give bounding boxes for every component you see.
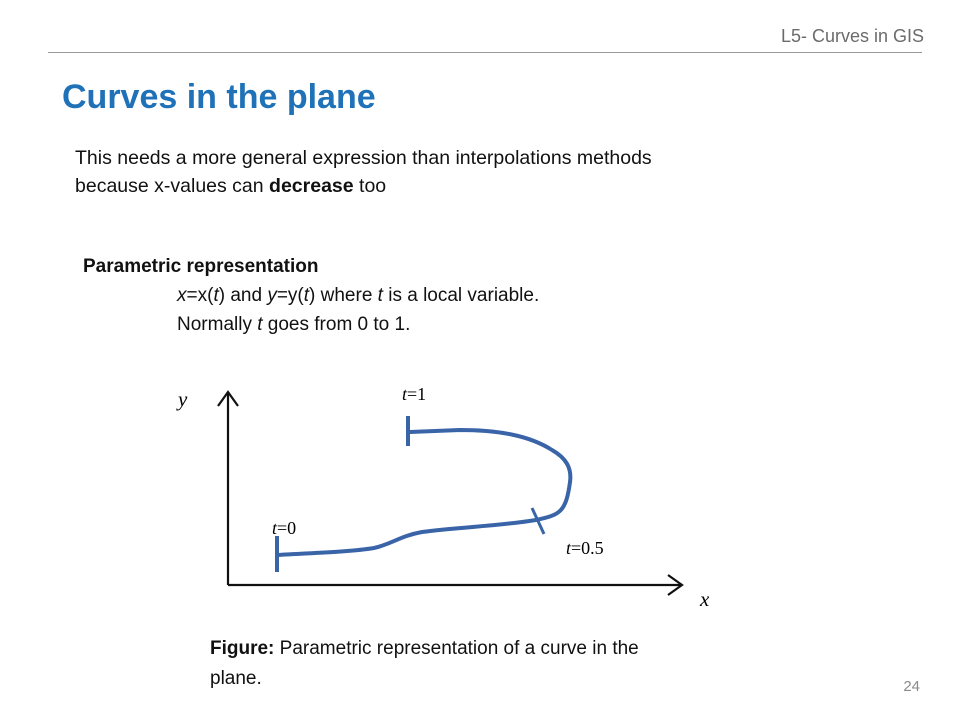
intro-text bbox=[75, 144, 675, 200]
param-line-1 bbox=[177, 285, 539, 307]
var-t: t bbox=[257, 314, 263, 335]
var-t: t bbox=[303, 285, 310, 306]
parametric-curve-figure bbox=[160, 370, 730, 620]
axes bbox=[218, 392, 682, 595]
y-axis-label: y bbox=[178, 387, 188, 411]
label-t0: t=0 bbox=[272, 518, 297, 538]
header-divider bbox=[48, 52, 922, 53]
section-title: L5- Curves in GIS bbox=[780, 26, 924, 46]
var-t: t bbox=[213, 285, 219, 306]
var-x: x bbox=[177, 285, 187, 306]
label-t1: t=1 bbox=[402, 384, 427, 404]
param-line-2 bbox=[177, 314, 410, 336]
eq2-text: =y( bbox=[276, 285, 304, 306]
x-axis-label: x bbox=[700, 587, 710, 611]
figure-caption bbox=[210, 634, 650, 694]
parametric-curve bbox=[278, 430, 570, 555]
caption-text: Parametric representation of a curve in the plane. bbox=[210, 638, 639, 689]
mid-text: ) and bbox=[218, 285, 268, 306]
tail-text: is a local variable. bbox=[382, 285, 540, 306]
intro-part1: This needs a more general expression than interpolations methods because x-values can bbox=[75, 147, 652, 197]
intro-part2: too bbox=[353, 175, 387, 197]
range-text: goes from 0 to 1. bbox=[262, 314, 411, 335]
param-heading: Parametric representation bbox=[83, 256, 319, 277]
page-number: 24 bbox=[903, 678, 920, 695]
intro-emphasis: decrease bbox=[269, 175, 354, 197]
var-y: y bbox=[267, 285, 277, 306]
caption-bold: Figure: bbox=[210, 638, 275, 659]
label-t05: t=0.5 bbox=[566, 538, 604, 558]
eq1-text: =x( bbox=[186, 285, 214, 306]
end-text: ) where bbox=[309, 285, 378, 306]
var-t: t bbox=[377, 285, 383, 306]
start-text: Normally bbox=[177, 314, 258, 335]
slide-title: Curves in the plane bbox=[62, 78, 376, 116]
